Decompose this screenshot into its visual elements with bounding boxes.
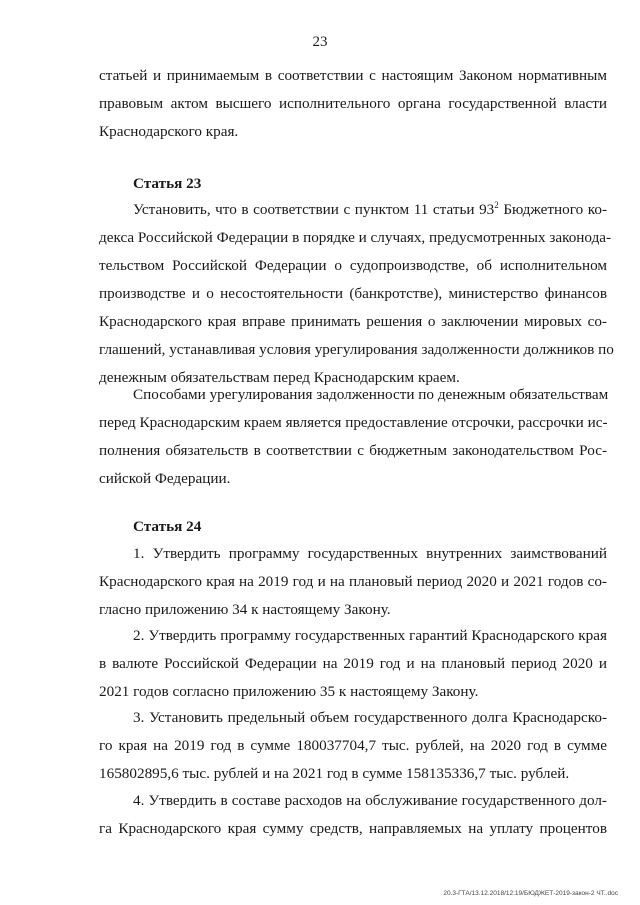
paragraph-line: статьей и принимаемым в соответствии с настоящим Законом нормативным [99, 67, 607, 84]
paragraph-line: тельством Российской Федерации о судопроизводстве, об исполнительном [99, 257, 607, 274]
paragraph-line: полнения обязательств в соответствии с бюджетным законодательством Рос- [99, 442, 607, 459]
line-text: Бюджетного ко- [498, 201, 607, 218]
document-footer: 20.3-ГТА/13.12.2018/12:19/БЮДЖЕТ-2019-закон-2 ЧТ..doc [443, 890, 618, 897]
article-24-item-3 [99, 704, 607, 788]
paragraph-line: 1. Утвердить программу государственных внутренних заимствований [133, 545, 607, 562]
intro-paragraph [99, 62, 607, 146]
paragraph-line: Краснодарского края. [99, 123, 239, 140]
paragraph-line: денежным обязательствам перед Краснодарским краем. [99, 369, 460, 386]
article-23-paragraph-2 [99, 381, 607, 493]
paragraph-line: 2. Утвердить программу государственных гарантий Краснодарского края [133, 627, 607, 644]
article-24-item-2 [99, 622, 607, 706]
paragraph-line: Способами урегулирования задолженности по денежным обязательствам [133, 386, 609, 403]
paragraph-line: га Краснодарского края сумму средств, направляемых на уплату процентов [99, 820, 607, 837]
paragraph-line: 3. Установить предельный объем государственного долга Краснодарско- [133, 709, 607, 726]
line-text: Установить, что в соответствии с пунктом 11 статьи 93 [133, 201, 495, 218]
paragraph-line: в валюте Российской Федерации на 2019 год и на плановый период 2020 и [99, 655, 607, 672]
article-23-paragraph-1 [99, 196, 614, 392]
paragraph-line: производстве и о несостоятельности (банкротстве), министерство финансов [99, 285, 607, 302]
paragraph-line: Краснодарского края на 2019 год и на плановый период 2020 и 2021 годов со- [99, 573, 607, 590]
paragraph-line: 4. Утвердить в составе расходов на обслуживание государственного дол- [133, 792, 607, 809]
paragraph-line: глашений, устанавливая условия урегулирования задолженности должников по [99, 341, 614, 358]
paragraph-line: сийской Федерации. [99, 470, 231, 487]
paragraph-line: го края на 2019 год в сумме 180037704,7 тыс. рублей, на 2020 год в сумме [99, 737, 607, 754]
paragraph-line: декса Российской Федерации в порядке и случаях, предусмотренных законода- [99, 229, 612, 246]
article-24-heading: Статья 24 [133, 518, 202, 535]
superscript: 2 [494, 199, 499, 210]
paragraph-line: Краснодарского края вправе принимать решения о заключении мировых со- [99, 313, 607, 330]
page-number: 23 [312, 34, 328, 50]
paragraph-line: 2021 годов согласно приложению 35 к настоящему Закону. [99, 683, 479, 700]
article-24-item-1 [99, 540, 607, 624]
paragraph-line: перед Краснодарским краем является предоставление отсрочки, рассрочки ис- [99, 414, 608, 431]
paragraph-line: правовым актом высшего исполнительного органа государственной власти [99, 95, 607, 112]
paragraph-line: гласно приложению 34 к настоящему Закону. [99, 601, 391, 618]
article-23-heading: Статья 23 [133, 175, 202, 192]
article-24-item-4 [99, 787, 607, 843]
paragraph-line: 165802895,6 тыс. рублей и на 2021 год в сумме 158135336,7 тыс. рублей. [99, 765, 570, 782]
paragraph-line [99, 196, 607, 224]
